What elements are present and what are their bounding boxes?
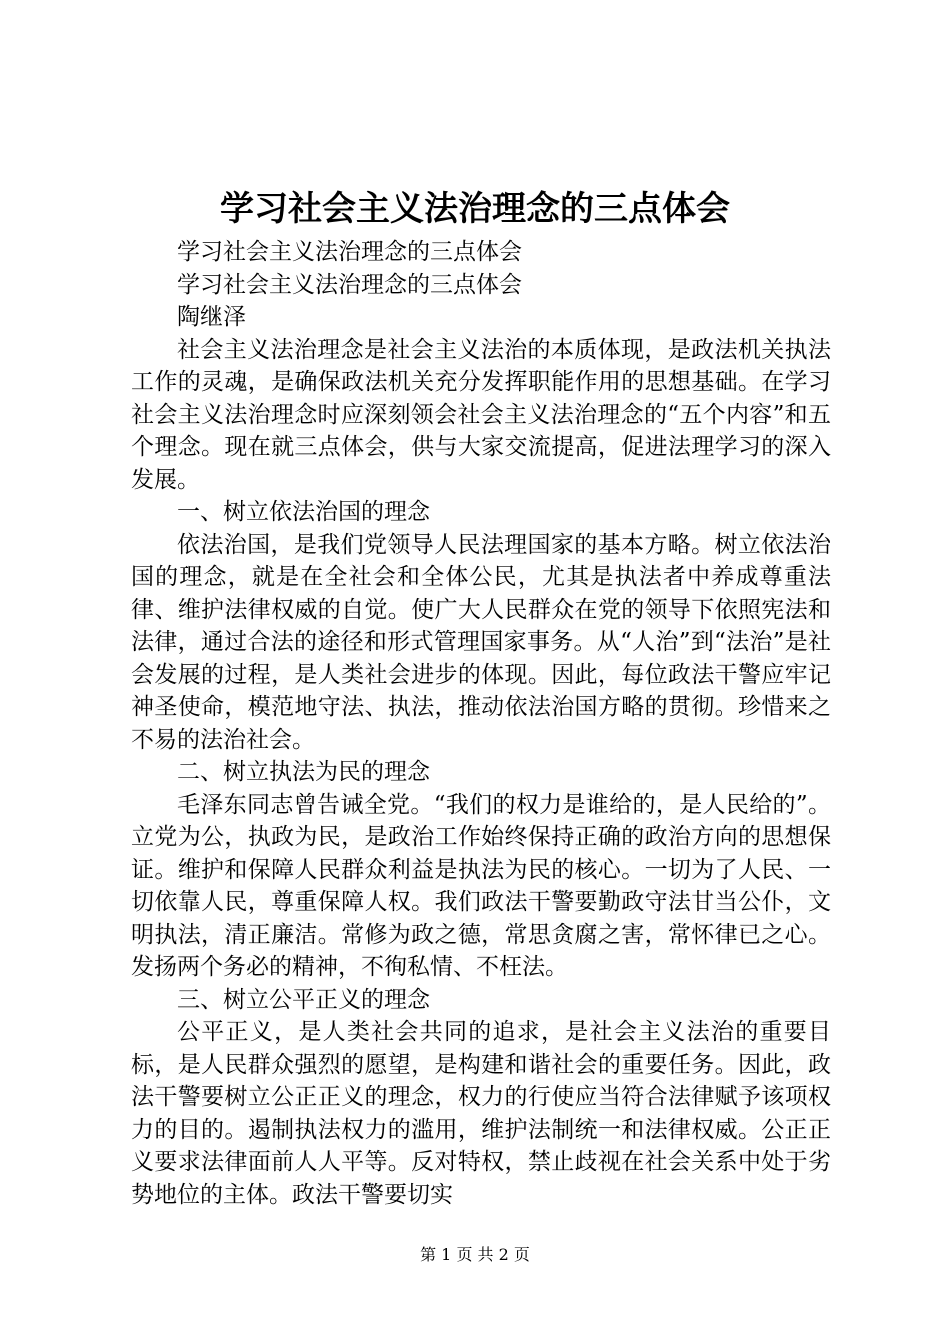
section-heading: 三、树立公平正义的理念 xyxy=(177,986,430,1013)
subtitle-line: 学习社会主义法治理念的三点体会 xyxy=(177,239,522,265)
body-paragraph: 社会主义法治理念是社会主义法治的本质体现，是政法机关执法工作的灵魂，是确保政法机关充分发挥职能作用的思想基础。在学习社会主义法治理念时应深刻领会社会主义法治理念的“五个内容”和五个理念。现在就三点体会，供与大家交流提高，促进法理学习的深入发展。 xyxy=(131,336,831,493)
subtitle-line: 学习社会主义法治理念的三点体会 xyxy=(177,271,522,298)
page-number-footer: 第 1 页 共 2 页 xyxy=(420,1245,530,1264)
document-title: 学习社会主义法治理念的三点体会 xyxy=(220,189,730,229)
section-heading: 一、树立依法治国的理念 xyxy=(177,499,430,525)
body-paragraph: 依法治国，是我们党领导人民法理国家的基本方略。树立依法治国的理念，就是在全社会和全体公民，尤其是执法者中养成尊重法律、维护法律权威的自觉。使广大人民群众在党的领导下依照宪法和法律，通过合法的途径和形式管理国家事务。从“人治”到“法治”是社会发展的过程，是人类社会进步的体现。因此，每位政法干警应牢记神圣使命，模范地守法、执法，推动依法治国方略的贯彻。珍惜来之不易的法治社会。 xyxy=(131,531,831,753)
body-paragraph: 公平正义，是人类社会共同的追求，是社会主义法治的重要目标，是人民群众强烈的愿望，是构建和谐社会的重要任务。因此，政法干警要树立公正正义的理念，权力的行使应当符合法律赋予该项权力的目的。遏制执法权力的滥用，维护法制统一和法律权威。公正正义要求法律面前人人平等。反对特权，禁止歧视在社会关系中处于劣势地位的主体。政法干警要切实 xyxy=(131,1019,831,1208)
body-paragraph: 毛泽东同志曾告诫全党。“我们的权力是谁给的，是人民给的”。立党为公，执政为民，是政治工作始终保持正确的政治方向的思想保证。维护和保障人民群众利益是执法为民的核心。一切为了人民、一切依靠人民，尊重保障人权。我们政法干警要勤政守法甘当公仆，文明执法，清正廉洁。常修为政之德，常思贪腐之害，常怀律已之心。发扬两个务必的精神，不徇私情、不枉法。 xyxy=(131,791,831,980)
document-body xyxy=(131,236,831,1211)
author-name: 陶继泽 xyxy=(177,304,246,330)
section-heading: 二、树立执法为民的理念 xyxy=(177,759,430,785)
